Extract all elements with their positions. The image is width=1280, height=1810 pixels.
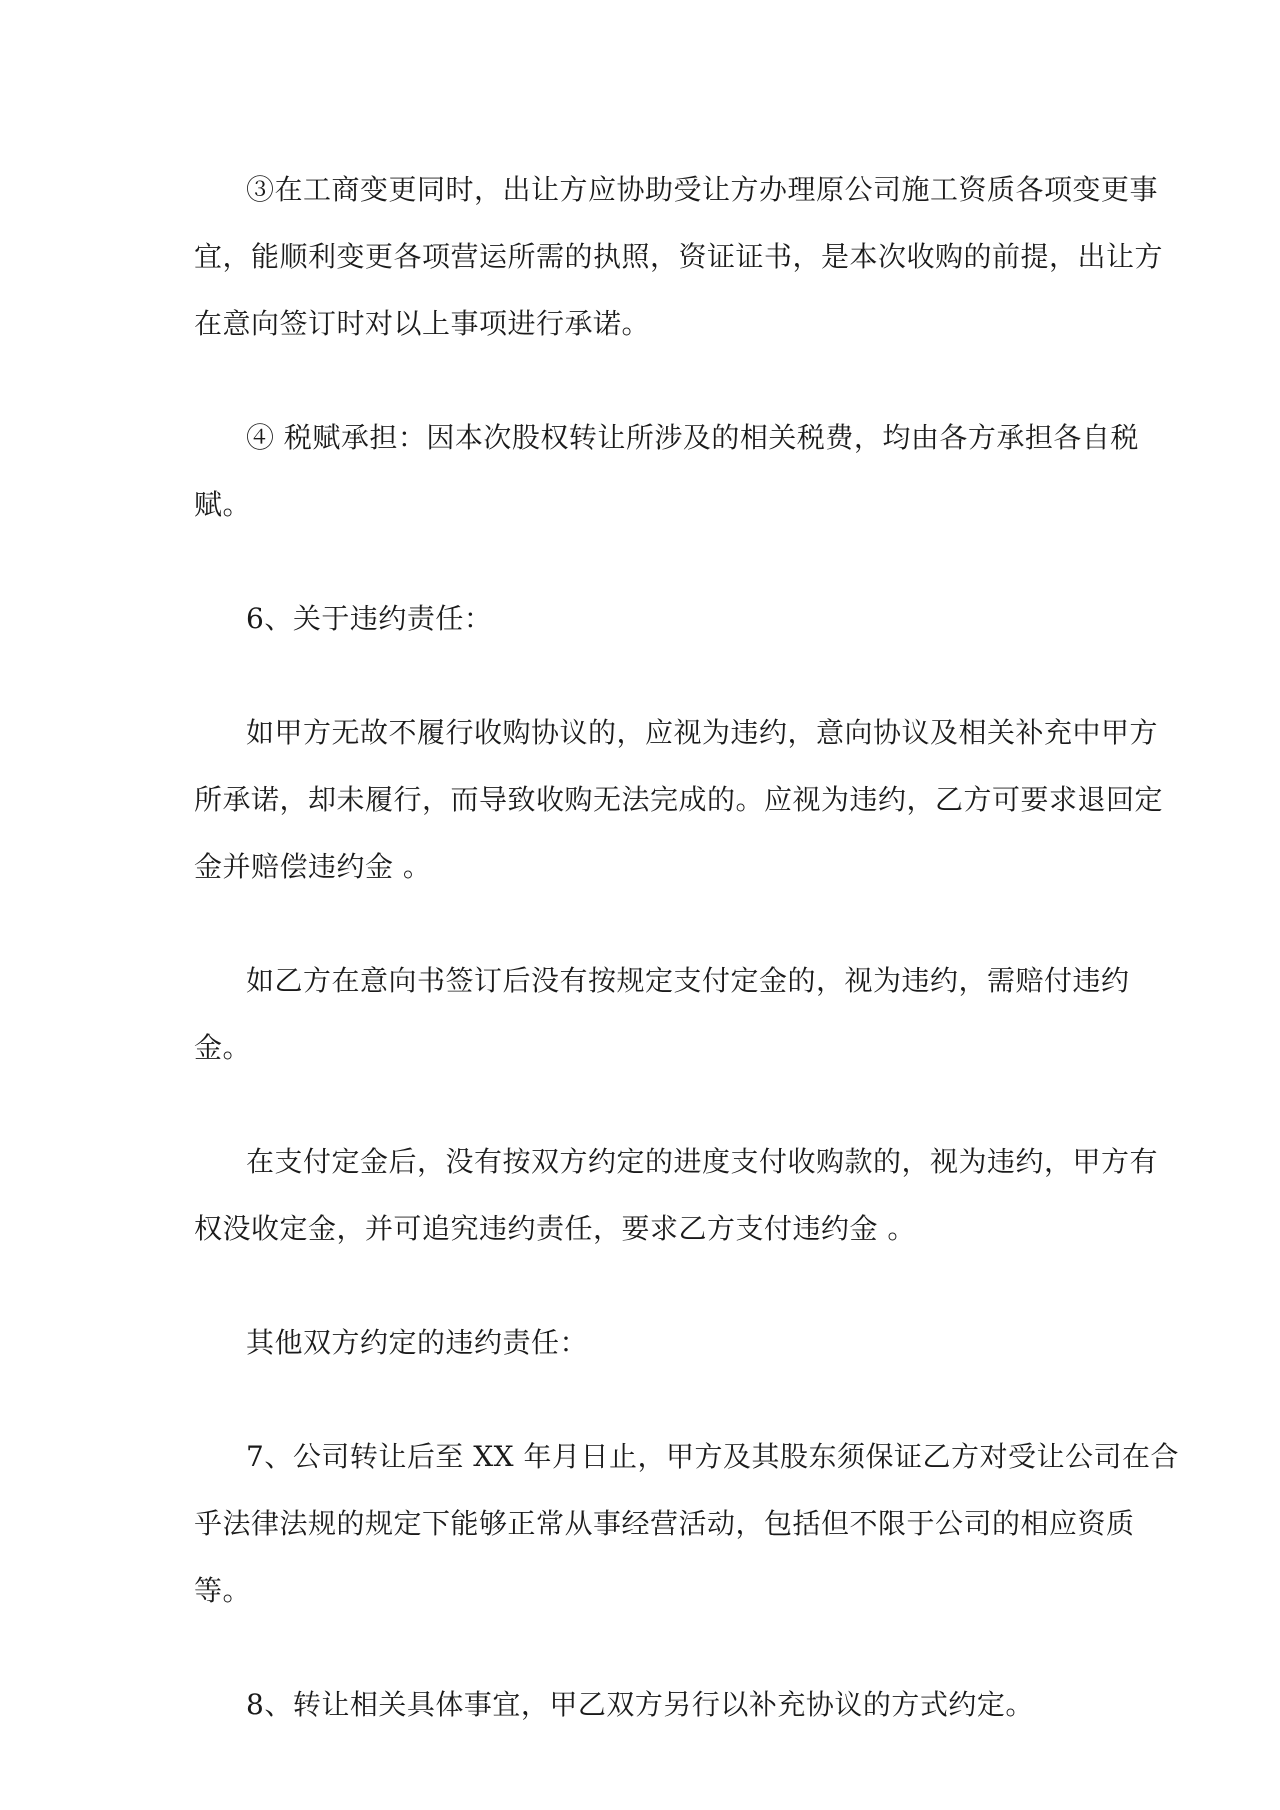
text-line: 8、转让相关具体事宜，甲乙双方另行以补充协议的方式约定。 <box>246 1688 1034 1721</box>
text-line: 赋。 <box>194 488 252 521</box>
text-line: 6、关于违约责任： <box>246 602 493 635</box>
paragraph-item-4 <box>194 404 1139 538</box>
text-line: 在支付定金后，没有按双方约定的进度支付收购款的，视为违约，甲方有 <box>246 1145 1159 1178</box>
text-line: 金并赔偿违约金 。 <box>194 850 432 883</box>
text-line: 如乙方在意向书签订后没有按规定支付定金的，视为违约，需赔付违约 <box>246 964 1130 997</box>
section-7 <box>194 1423 1179 1624</box>
paragraph-breach-party-b-payment <box>194 1128 1159 1262</box>
paragraph-breach-party-b-deposit <box>194 947 1130 1081</box>
section-6-heading <box>194 585 1094 652</box>
text-line: 所承诺，却未履行，而导致收购无法完成的。应视为违约，乙方可要求退回定 <box>194 783 1164 816</box>
text-line: 乎法律法规的规定下能够正常从事经营活动，包括但不限于公司的相应资质 <box>194 1507 1135 1540</box>
text-line: 在意向签订时对以上事项进行承诺。 <box>194 307 651 340</box>
paragraph-breach-party-a <box>194 699 1164 900</box>
text-line: 权没收定金，并可追究违约责任，要求乙方支付违约金 。 <box>194 1212 916 1245</box>
text-line: ③在工商变更同时，出让方应协助受让方办理原公司施工资质各项变更事 <box>246 173 1159 206</box>
text-line: ④ 税赋承担：因本次股权转让所涉及的相关税费，均由各方承担各自税 <box>246 421 1139 454</box>
text-line: 金。 <box>194 1031 252 1064</box>
section-8 <box>194 1671 1094 1738</box>
document-page <box>194 156 1179 1785</box>
text-line: 7、公司转让后至 XX 年月日止，甲方及其股东须保证乙方对受让公司在合 <box>246 1440 1179 1473</box>
text-line: 其他双方约定的违约责任： <box>246 1326 589 1359</box>
text-line: 如甲方无故不履行收购协议的，应视为违约，意向协议及相关补充中甲方 <box>246 716 1159 749</box>
text-line: 等。 <box>194 1574 252 1607</box>
paragraph-other-breach <box>194 1309 1094 1376</box>
paragraph-item-3 <box>194 156 1164 357</box>
text-line: 宜，能顺利变更各项营运所需的执照，资证证书，是本次收购的前提，出让方 <box>194 240 1164 273</box>
